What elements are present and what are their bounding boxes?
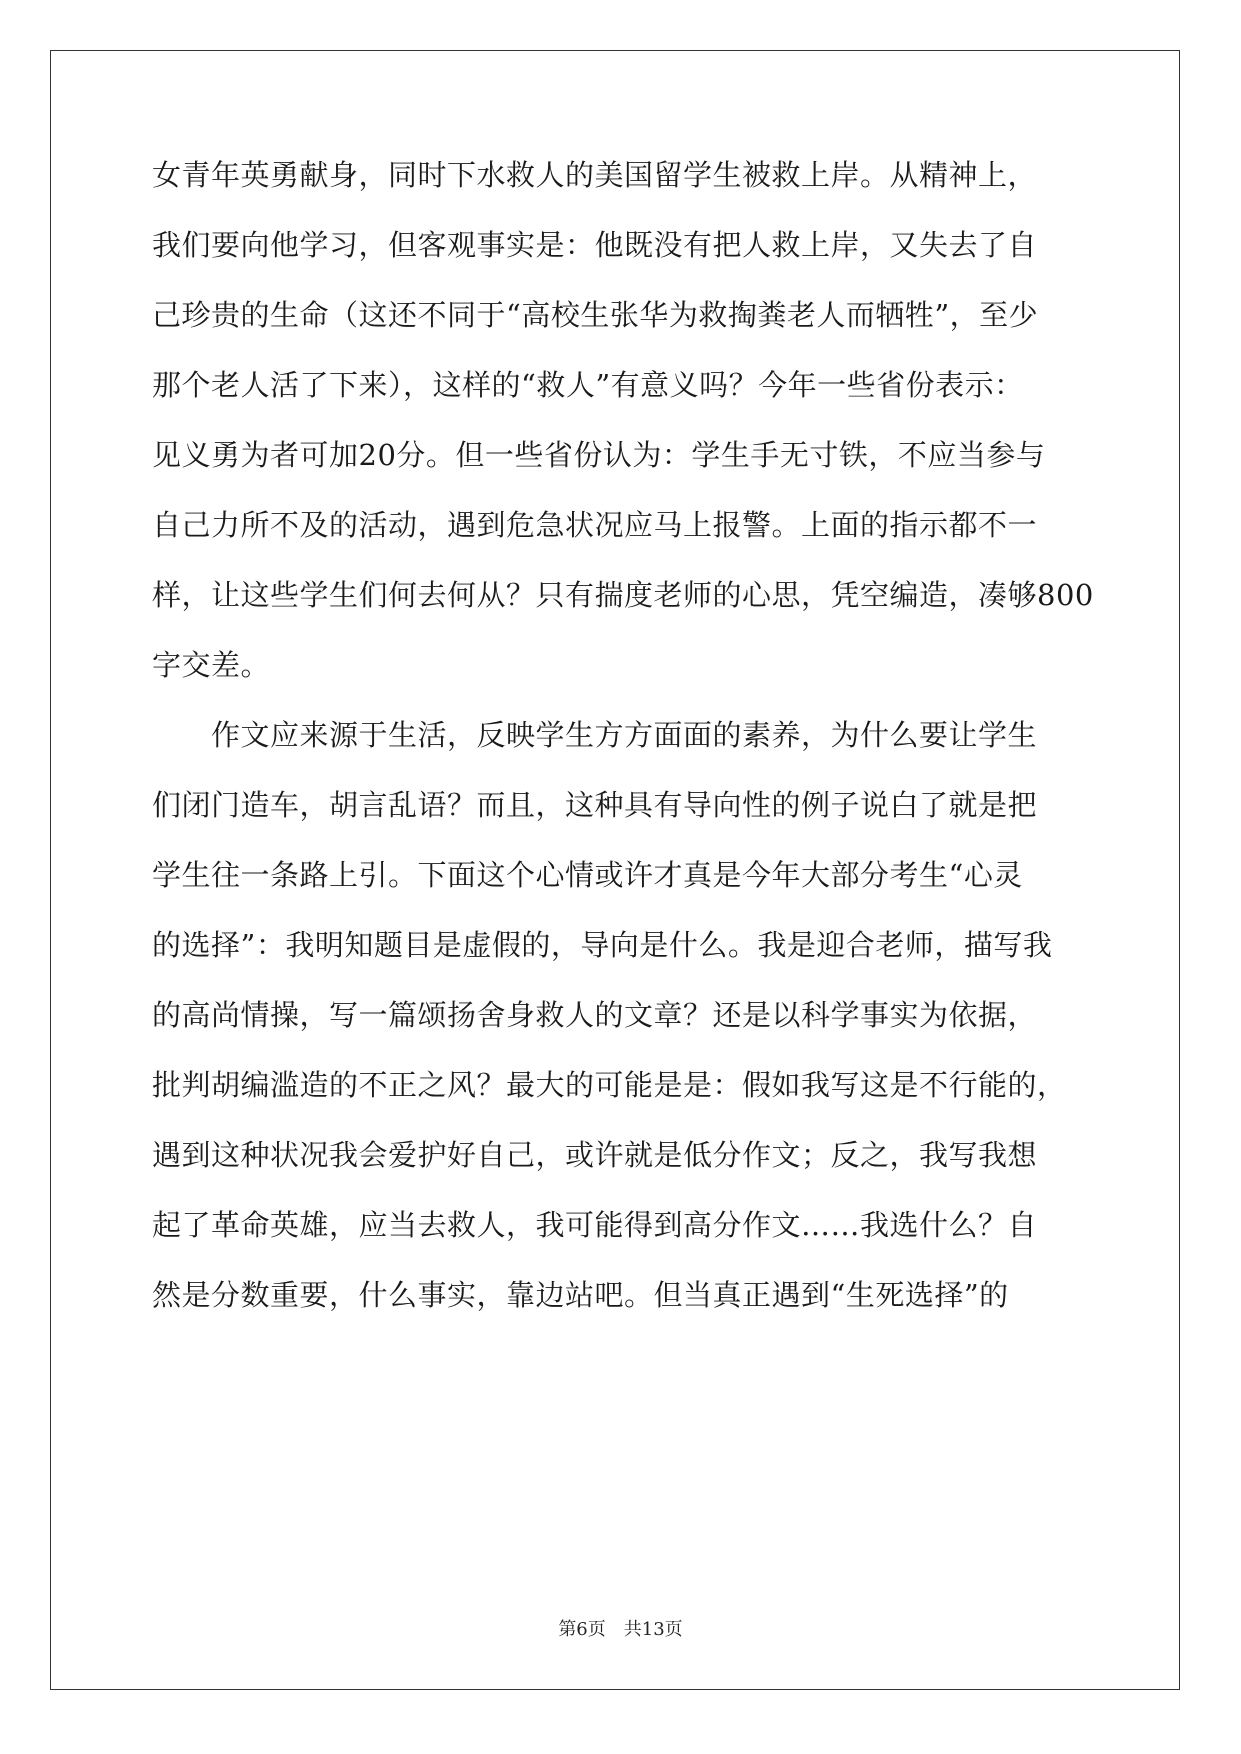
text-line: 起了革命英雄，应当去救人，我可能得到高分作文……我选什么？自	[152, 1208, 1038, 1242]
text-line: 然是分数重要，什么事实，靠边站吧。但当真正遇到“生死选择”的	[152, 1278, 1009, 1312]
text-line: 女青年英勇献身，同时下水救人的美国留学生被救上岸。从精神上，	[152, 158, 1038, 192]
text-line: 遇到这种状况我会爱护好自己，或许就是低分作文；反之，我写我想	[152, 1138, 1038, 1172]
text-line: 己珍贵的生命（这还不同于“高校生张华为救掏粪老人而牺牲”，至少	[152, 298, 1039, 332]
text-line: 的高尚情操，写一篇颂扬舍身救人的文章？还是以科学事实为依据，	[152, 998, 1038, 1032]
text-line: 们闭门造车，胡言乱语？而且，这种具有导向性的例子说白了就是把	[152, 788, 1038, 822]
text-line: 批判胡编滥造的不正之风？最大的可能是是：假如我写这是不行能的，	[152, 1068, 1067, 1102]
text-line: 的选择”：我明知题目是虚假的，导向是什么。我是迎合老师，描写我	[152, 928, 1053, 962]
page-number: 第6页 共13页	[558, 1619, 683, 1640]
text-line: 我们要向他学习，但客观事实是：他既没有把人救上岸，又失去了自	[152, 228, 1038, 262]
text-line: 字交差。	[152, 648, 271, 682]
text-line: 那个老人活了下来），这样的“救人”有意义吗？今年一些省份表示：	[152, 368, 1024, 402]
text-line: 样，让这些学生们何去何从？只有揣度老师的心思，凭空编造，凑够800	[152, 578, 1094, 612]
text-line: 作文应来源于生活，反映学生方方面面的素养，为什么要让学生	[152, 718, 1038, 752]
text-line: 学生往一条路上引。下面这个心情或许才真是今年大部分考生“心灵	[152, 858, 1023, 892]
text-line: 自己力所不及的活动，遇到危急状况应马上报警。上面的指示都不一	[152, 508, 1038, 542]
text-line: 见义勇为者可加20分。但一些省份认为：学生手无寸铁，不应当参与	[152, 438, 1046, 472]
